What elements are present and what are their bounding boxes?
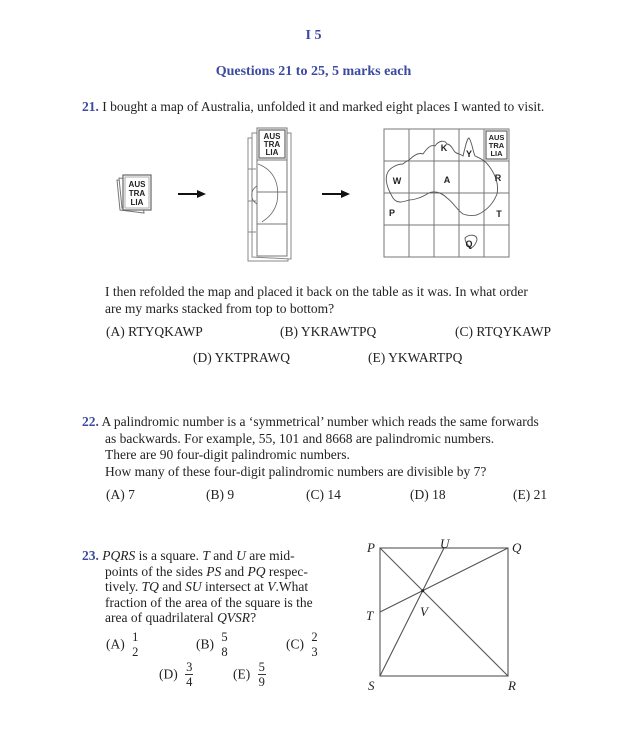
- q23-option-e[interactable]: (E) $\frac{5}{9}$: [233, 660, 265, 689]
- q21-option-b[interactable]: (B) YKRAWTPQ: [280, 324, 377, 339]
- q23-option-a[interactable]: (A) 1 2: [106, 630, 139, 659]
- mark-r: R: [494, 173, 502, 183]
- strip-map-label-1: AUS: [263, 132, 281, 141]
- label-u: U: [440, 536, 450, 551]
- q21-option-d[interactable]: (D) YKTPRAWQ: [193, 350, 291, 365]
- square-pqrs-diagram: [360, 536, 530, 696]
- q22-option-d[interactable]: (D) 18: [410, 487, 446, 502]
- australia-map-grid: [383, 128, 515, 260]
- mark-w: W: [392, 176, 402, 186]
- grid-map-label-3: LIA: [490, 149, 503, 158]
- grid-map-label-2: TRA: [488, 141, 505, 150]
- mark-t: T: [496, 209, 502, 219]
- q21-option-e[interactable]: (E) YKWARTPQ: [368, 350, 463, 365]
- arrow-right-icon: [321, 188, 351, 200]
- q22-option-c[interactable]: (C) 14: [306, 487, 341, 502]
- q23-number: 23.: [82, 548, 99, 563]
- q22-text: [82, 414, 562, 480]
- q22-line-3: There are 90 four-digit palindromic numbers.: [105, 447, 350, 462]
- q22-line-1: A palindromic number is a ‘symmetrical’ number which reads the same forwards: [101, 414, 539, 429]
- label-q: Q: [512, 540, 522, 555]
- label-p: P: [367, 540, 375, 555]
- q21-intro-text: I bought a map of Australia, unfolded it and marked eight places I wanted to visit.: [102, 99, 545, 114]
- map-label-line-1: AUS: [128, 180, 146, 189]
- q21-question-line-1: I then refolded the map and placed it back on the table as it was. In what order: [105, 284, 528, 299]
- label-r: R: [508, 678, 516, 693]
- q23-option-b[interactable]: (B) 5 8: [196, 630, 228, 659]
- map-label-line-3: LIA: [130, 198, 144, 207]
- q22-option-b[interactable]: (B) 9: [206, 487, 235, 502]
- mark-p: P: [388, 208, 396, 218]
- q21-intro: [82, 99, 562, 116]
- label-v: V: [420, 604, 428, 619]
- q22-option-e[interactable]: (E) 21: [513, 487, 548, 502]
- q21-option-a[interactable]: (A) RTYQKAWP: [106, 324, 203, 339]
- q22-line-4: How many of these four-digit palindromic numbers are divisible by 7?: [105, 463, 487, 479]
- mark-a: A: [443, 175, 451, 185]
- mark-y: Y: [465, 149, 473, 159]
- q21-question-line-2: are my marks stacked from top to bottom?: [105, 300, 335, 316]
- map-label-line-2: TRA: [128, 189, 146, 198]
- q22-line-2: as backwards. For example, 55, 101 and 8668 are palindromic numbers.: [105, 430, 495, 446]
- mark-q: Q: [465, 239, 473, 249]
- segment-su: [380, 548, 444, 676]
- folded-map-icon: [114, 172, 154, 216]
- point-v: [421, 589, 424, 592]
- grid-map-label-1: AUS: [488, 133, 505, 142]
- q23-option-c[interactable]: (C) 2 3: [286, 630, 318, 659]
- mark-k: K: [440, 143, 448, 153]
- segment-tq: [380, 548, 508, 612]
- label-t: T: [366, 608, 374, 623]
- strip-map-icon: [244, 124, 292, 266]
- section-title: Questions 21 to 25, 5 marks each: [215, 64, 412, 79]
- strip-map-label-2: TRA: [263, 140, 281, 149]
- q23-option-d[interactable]: (D) $\frac{3}{4}$: [159, 660, 193, 689]
- page-number: I 5: [305, 28, 322, 43]
- q22-number: 22.: [82, 414, 99, 429]
- label-s: S: [368, 678, 375, 693]
- q21-number: 21.: [82, 99, 99, 114]
- diagonal-pr: [380, 548, 508, 676]
- strip-map-label-3: LIA: [265, 148, 279, 157]
- q21-question: [105, 284, 565, 317]
- arrow-right-icon: [177, 188, 207, 200]
- q21-option-c[interactable]: (C) RTQYKAWP: [455, 324, 551, 339]
- q22-option-a[interactable]: (A) 7: [106, 487, 135, 502]
- q23-text: 23. PQRS is a square. T and U are mid- points of the sides PS and PQ respec- tively. TQ and SU intersect at V.What fraction of the area of the square is the area of quadrilateral QVSR?: [82, 548, 313, 625]
